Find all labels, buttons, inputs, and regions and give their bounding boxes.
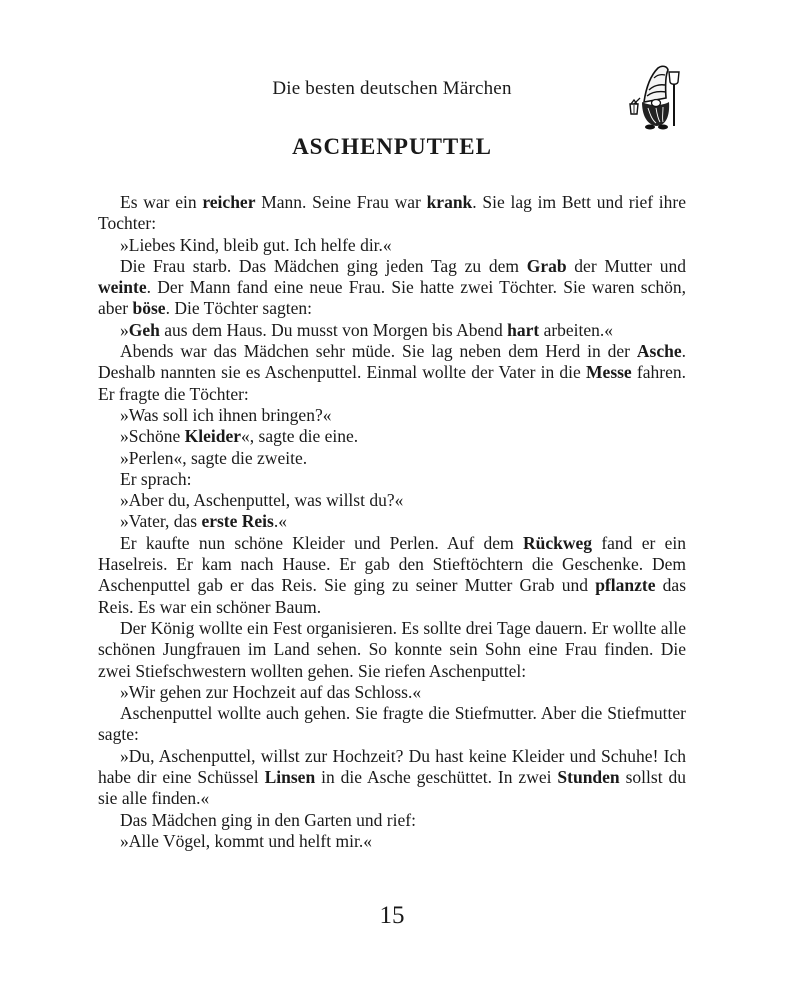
vocabulary-word: Geh [128,319,160,340]
text-run: fahren. Er fragte die Töchter: [98,362,686,404]
text-run: Es war ein [120,192,203,212]
vocabulary-word: Rückweg [522,532,593,553]
vocabulary-word: Linsen [264,767,316,788]
story-paragraph [98,192,686,235]
text-run: »Vater, das [120,511,202,532]
vocabulary-word: böse [132,298,166,319]
story-paragraph [98,448,686,469]
text-run: . Deshalb nannten sie es Aschenputtel. Einmal wollte der Vater in die [98,341,686,383]
story-paragraph [98,341,686,405]
story-paragraph [98,511,686,532]
story-paragraph [98,746,686,810]
text-run: .« [273,511,287,532]
story-paragraph [98,320,686,341]
vocabulary-word: Messe [586,362,632,383]
text-run: Aschenputtel wollte auch gehen. Sie fragte die Stiefmutter. Aber die Stiefmutter sagte: [98,703,686,745]
text-run: Die Frau starb. Das Mädchen ging jeden Tag zu dem [120,255,527,276]
story-paragraph [98,426,686,447]
text-run: in die Asche geschüttet. In zwei [315,767,558,788]
text-run: Mann. Seine Frau war [255,192,427,212]
text-run: »Alle Vögel, kommt und helft mir.« [120,830,372,851]
story-paragraph [98,256,686,320]
text-run: Er sprach: [120,468,192,489]
text-run: . Der Mann fand eine neue Frau. Sie hatte zwei Töchter. Sie waren schön, aber [98,277,686,319]
vocabulary-word: weinte [98,277,147,298]
text-run: »Aber du, Aschenputtel, was willst du?« [120,490,404,511]
story-paragraph [98,831,686,852]
text-run: Er kaufte nun schöne Kleider und Perlen. Auf dem [120,532,523,553]
story-paragraph [98,533,686,618]
vocabulary-word: krank [426,192,473,212]
text-run: «, sagte die eine. [241,426,359,447]
vocabulary-word: Grab [526,255,567,276]
text-run: » [120,319,129,340]
text-run: Der König wollte ein Fest organisieren. Es sollte drei Tage dauern. Er wollte alle schönen Jungfrauen im Land sehen. So konnte sein Sohn eine Frau finden. Die zwei Stiefschwestern wollten gehen. Sie riefen Aschenputtel: [98,617,686,681]
text-run: Abends war das Mädchen sehr müde. Sie lag neben dem Herd in der [120,341,637,362]
story-paragraph [98,810,686,831]
text-run: fand er ein Haselreis. Er kam nach Hause. Er gab den Stieftöchtern die Geschenke. Dem Aschenputtel gab er das Reis. Sie ging zu seiner Mutter Grab und [98,532,686,596]
text-run: Das Mädchen ging in den Garten und rief: [120,809,416,830]
story-title: ASCHENPUTTEL [292,134,492,159]
story-paragraph [98,405,686,426]
text-run: »Liebes Kind, bleib gut. Ich helfe dir.« [120,234,392,255]
text-run: »Wir gehen zur Hochzeit auf das Schloss.« [120,681,422,702]
text-run: »Perlen«, sagte die zweite. [120,447,308,468]
page-number: 15 [379,902,405,929]
story-paragraph [98,618,686,682]
story-paragraph [98,703,686,746]
text-run: . Die Töchter sagten: [165,298,312,319]
story-paragraph [98,235,686,256]
text-run: der Mutter und [566,255,686,276]
vocabulary-word: Asche [636,341,682,362]
story-paragraph [98,469,686,490]
text-run: »Was soll ich ihnen bringen?« [120,404,332,425]
running-title: Die besten deutschen Märchen [272,78,512,99]
vocabulary-word: Kleider [184,426,242,447]
vocabulary-word: pflanzte [595,575,656,596]
text-run: das Reis. Es war ein schöner Baum. [98,575,687,617]
gnome-with-lantern-and-shovel-icon [622,62,688,130]
text-run: aus dem Haus. Du musst von Morgen bis Abend [159,319,508,340]
vocabulary-word: Stunden [557,767,620,788]
text-run: »Du, Aschenputtel, willst zur Hochzeit? Du hast keine Kleider und Schuhe! Ich habe dir eine Schüssel [98,745,686,788]
vocabulary-word: erste Reis [201,511,274,532]
vocabulary-word: reicher [202,192,256,212]
text-run: sollst du sie alle finden.« [98,767,686,809]
story-body [98,192,686,852]
text-run: »Schöne [120,426,185,447]
text-run: arbeiten.« [539,319,614,340]
text-run: . Sie lag im Bett und rief ihre Tochter: [98,192,686,234]
story-paragraph [98,682,686,703]
vocabulary-word: hart [507,319,540,340]
story-paragraph [98,490,686,511]
